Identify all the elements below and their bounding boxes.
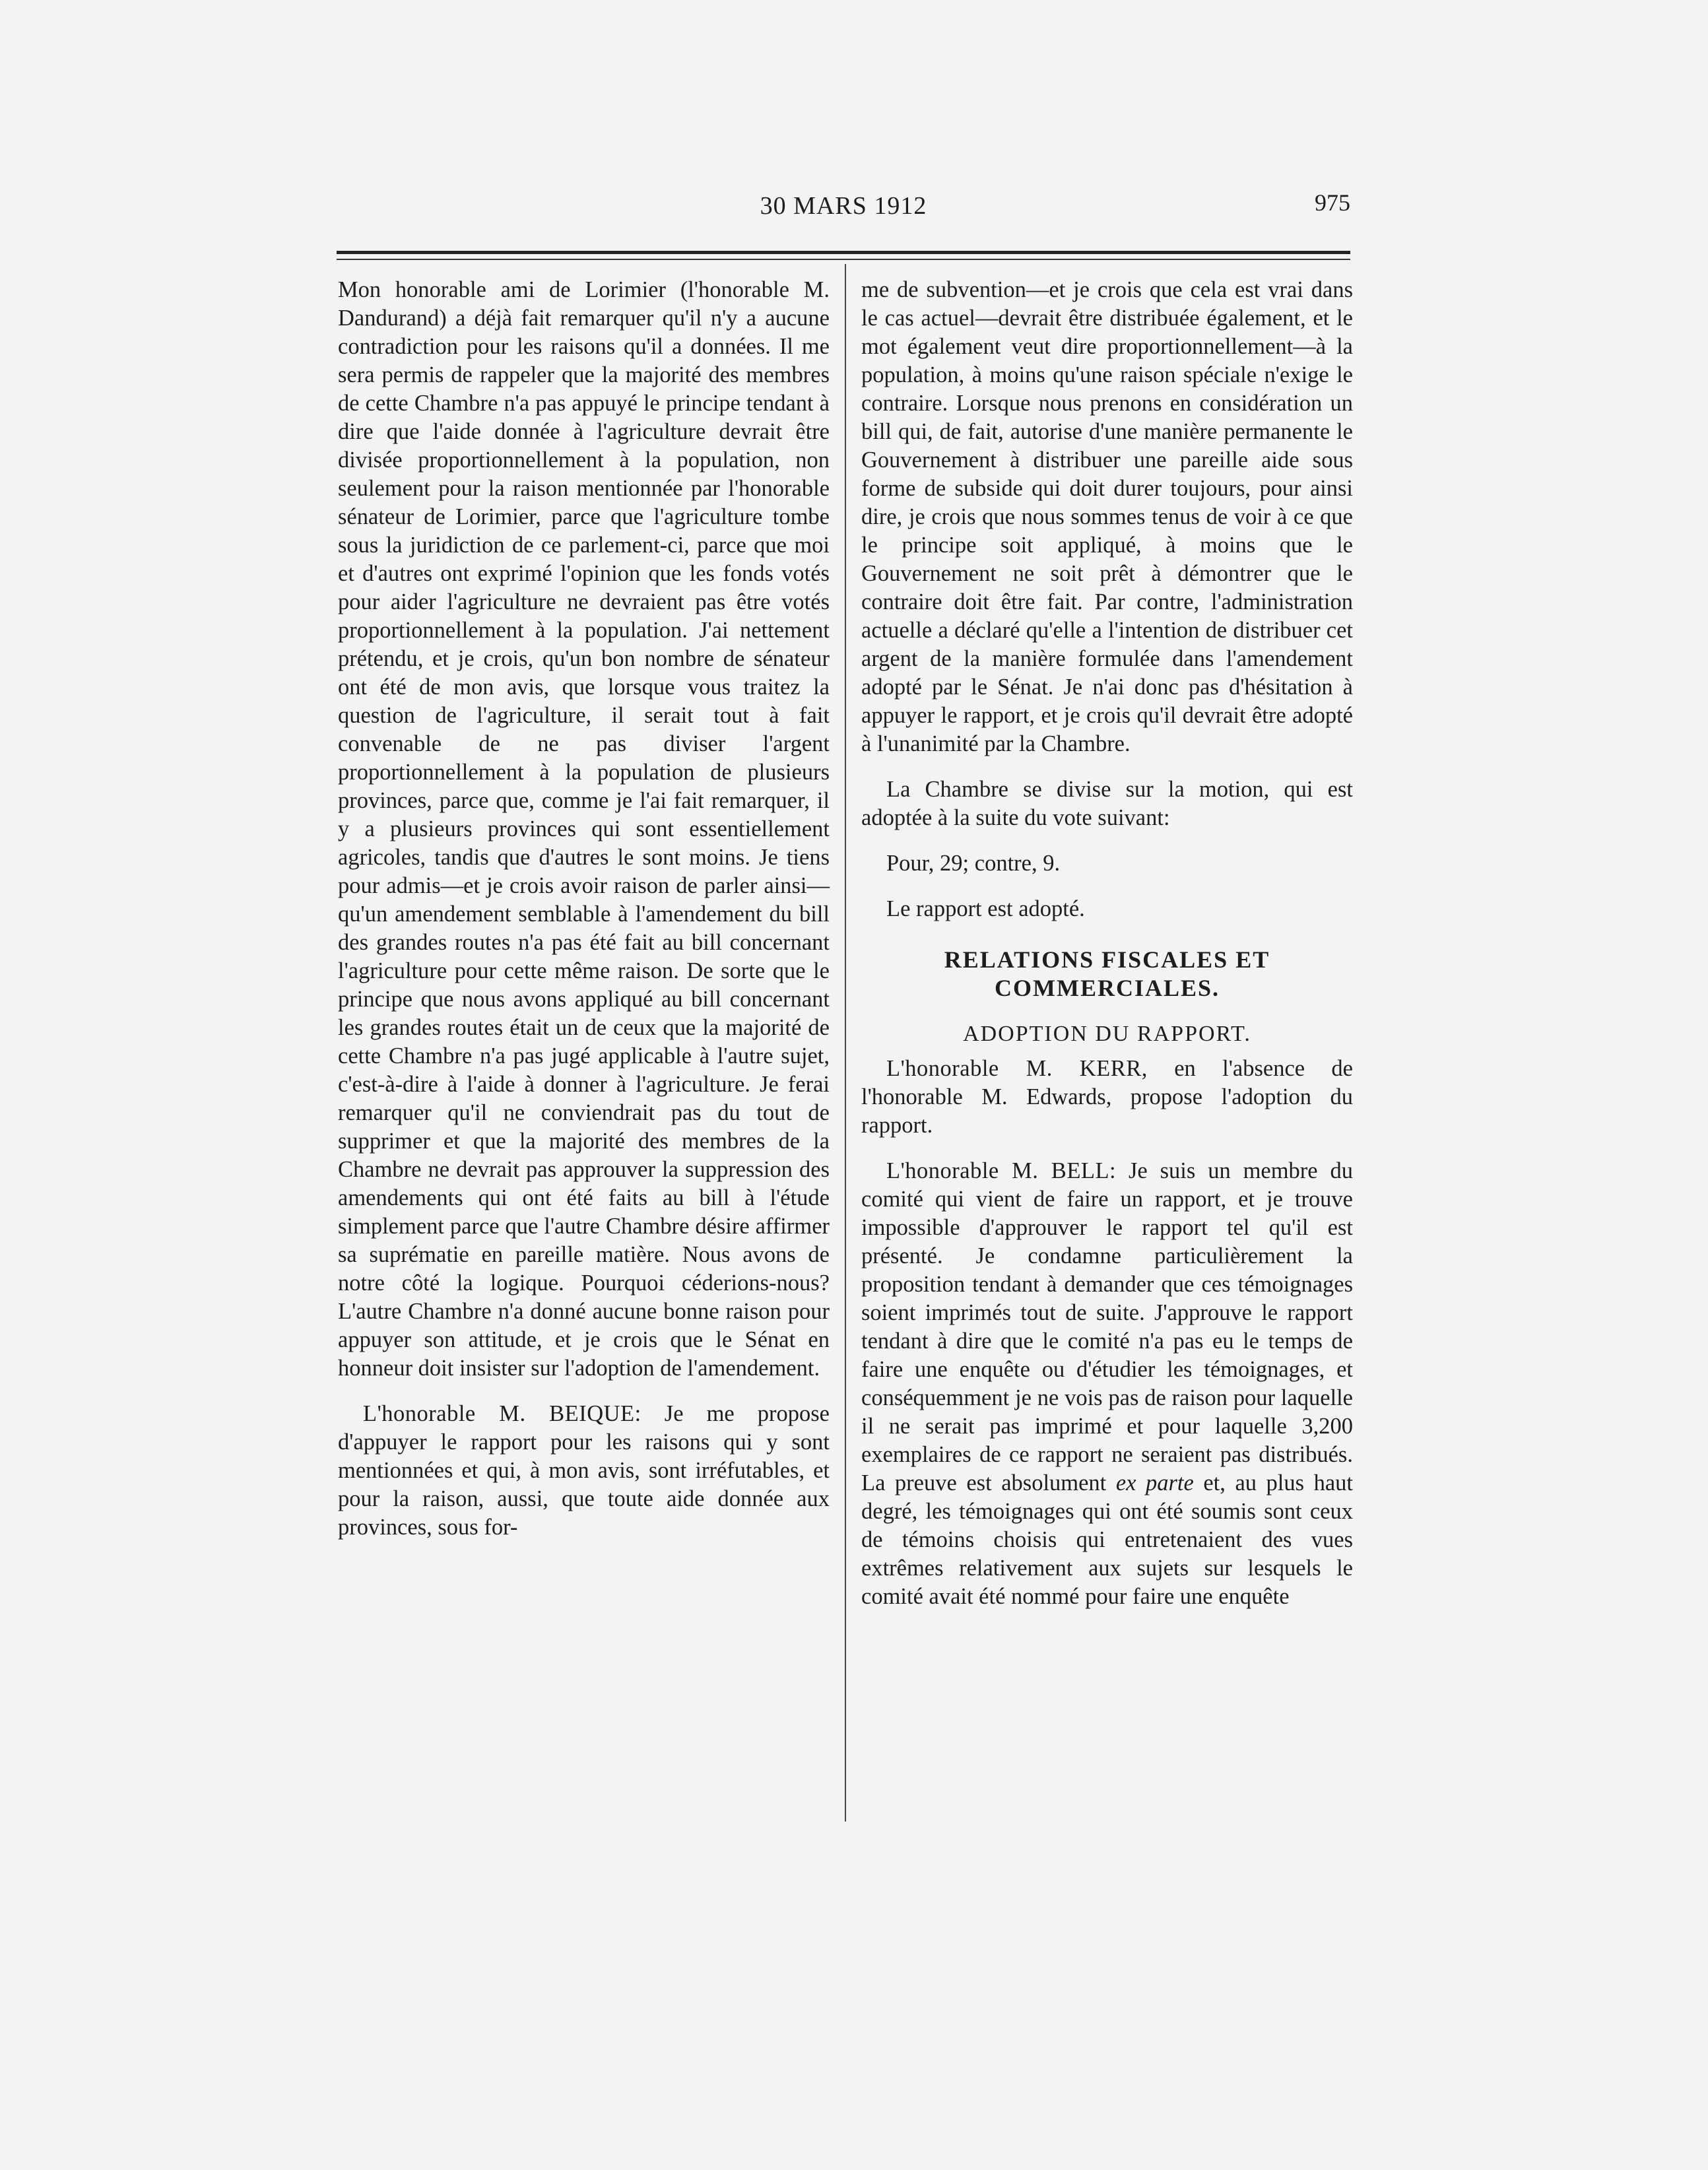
- right-column: [861, 276, 1353, 1628]
- speaker-name: L'honorable M. BELL:: [886, 1158, 1117, 1183]
- paragraph: Mon honorable ami de Lorimier (l'honorable M. Dandurand) a déjà fait remarquer qu'il n'y a aucune contradiction pour les raisons qu'il a données. Il me sera permis de rappeler que la majorité des membres de cette Chambre n'a pas appuyé le principe tendant à dire que l'aide donnée à l'agriculture devrait être divisée proportionnellement à la population, non seulement pour la raison mentionnée par l'honorable sénateur de Lorimier, parce que l'agriculture tombe sous la juridiction de ce parlement-ci, parce que moi et d'autres ont exprimé l'opinion que les fonds votés pour aider l'agriculture ne devraient pas être votés proportionnellement à la population. J'ai nettement prétendu, et je crois, qu'un bon nombre de sénateur ont été de mon avis, que lorsque vous traitez la question de l'agriculture, il serait tout à fait convenable de ne pas diviser l'argent proportionnellement à la population de plusieurs provinces, parce que, comme je l'ai fait remarquer, il y a plusieurs provinces qui sont essentiellement agricoles, tandis que d'autres le sont moins. Je tiens pour admis—et je crois avoir raison de parler ainsi—qu'un amendement semblable à l'amendement du bill des grandes routes n'a pas été fait au bill concernant l'agriculture pour cette même raison. De sorte que le principe que nous avons appliqué au bill concernant les grandes routes était un de ceux que la majorité de cette Chambre n'a pas jugé applicable à l'autre sujet, c'est-à-dire à l'aide à donner à l'agriculture. Je ferai remarquer qu'il ne conviendrait pas du tout de supprimer et que la majorité des membres de la Chambre ne devrait pas approuver la suppression des amendements qui ont été faits au bill à l'étude simplement parce que l'autre Chambre désire affirmer sa suprématie en pareille matière. Nous avons de notre côté la logique. Pourquoi céderions-nous? L'autre Chambre n'a donné aucune bonne raison pour appuyer son attitude, et je crois que le Sénat en honneur doit insister sur l'adoption de l'amendement.: [338, 277, 830, 1381]
- header-date: 30 MARS 1912: [760, 192, 927, 220]
- paragraph: [861, 1157, 1353, 1611]
- latin-phrase: ex parte: [1115, 1470, 1194, 1496]
- speech-text: en l'absence de l'honorable M. Edwards, propose l'adoption du rapport.: [861, 1056, 1353, 1138]
- speaker-name: L'honorable M. KERR,: [886, 1056, 1148, 1081]
- page-header: [337, 186, 1350, 226]
- paragraph: [861, 1055, 1353, 1140]
- header-rule-thin: [337, 259, 1350, 260]
- speech-text: et, au plus haut degré, les témoignages qui ont été soumis sont ceux de témoins choisis qui entretenaient des vues extrêmes relativement aux sujets sur lesquels le comité avait été nommé pour faire une enquête: [861, 1470, 1354, 1609]
- paragraph: [338, 1400, 830, 1542]
- column-divider: [845, 264, 846, 1822]
- speech-text: Je me propose d'appuyer le rapport pour les raisons qui y sont mentionnées et qui, à mon avis, sont irréfutables, et pour la raison, aussi, que toute aide donnée aux provinces, sous for-: [338, 1401, 830, 1540]
- vote-result: Pour, 29; contre, 9.: [886, 851, 1061, 876]
- paragraph: Le rapport est adopté.: [886, 896, 1085, 921]
- paragraph: me de subvention—et je crois que cela est vrai dans le cas actuel—devrait être distribuée également, et le mot également veut dire proportionnellement—à la population, à moins qu'une raison spéciale n'exige le contraire. Lorsque nous prenons en considération un bill qui, de fait, autorise d'une manière permanente le Gouvernement à distribuer une pareille aide sous forme de subside qui doit durer toujours, pour ainsi dire, je crois que nous sommes tenus de voir à ce que le principe soit appliqué, à moins que le Gouvernement ne soit prêt à démontrer que le contraire doit être fait. Par contre, l'administration actuelle a déclaré qu'elle a l'intention de distribuer cet argent de la manière formulée dans l'amendement adopté par le Sénat. Je n'ai donc pas d'hésitation à appuyer le rapport, et je crois qu'il devrait être adopté à l'unanimité par la Chambre.: [861, 277, 1353, 756]
- section-subheading: ADOPTION DU RAPPORT.: [963, 1022, 1251, 1046]
- left-column: [338, 276, 830, 1559]
- header-rule-thick: [337, 251, 1350, 254]
- paragraph: La Chambre se divise sur la motion, qui est adoptée à la suite du vote suivant:: [861, 777, 1353, 830]
- speaker-name: L'honorable M. BEIQUE:: [363, 1401, 641, 1426]
- page-number: 975: [1315, 189, 1350, 216]
- section-heading: RELATIONS FISCALES ET COMMERCIALES.: [944, 946, 1270, 1001]
- speech-text: Je suis un membre du comité qui vient de faire un rapport, et je trouve impossible d'approuver le rapport tel qu'il est présenté. Je condamne particulièrement la proposition tendant à demander que ces témoignages soient imprimés tout de suite. J'approuve le rapport tendant à dire que le comité n'a pas eu le temps de faire une enquête ou d'étudier les témoignages, et conséquemment je ne vois pas de raison pour laquelle il ne serait pas imprimé et pour laquelle 3,200 exemplaires de ce rapport ne seraient pas distribués. La preuve est absolument: [861, 1158, 1353, 1496]
